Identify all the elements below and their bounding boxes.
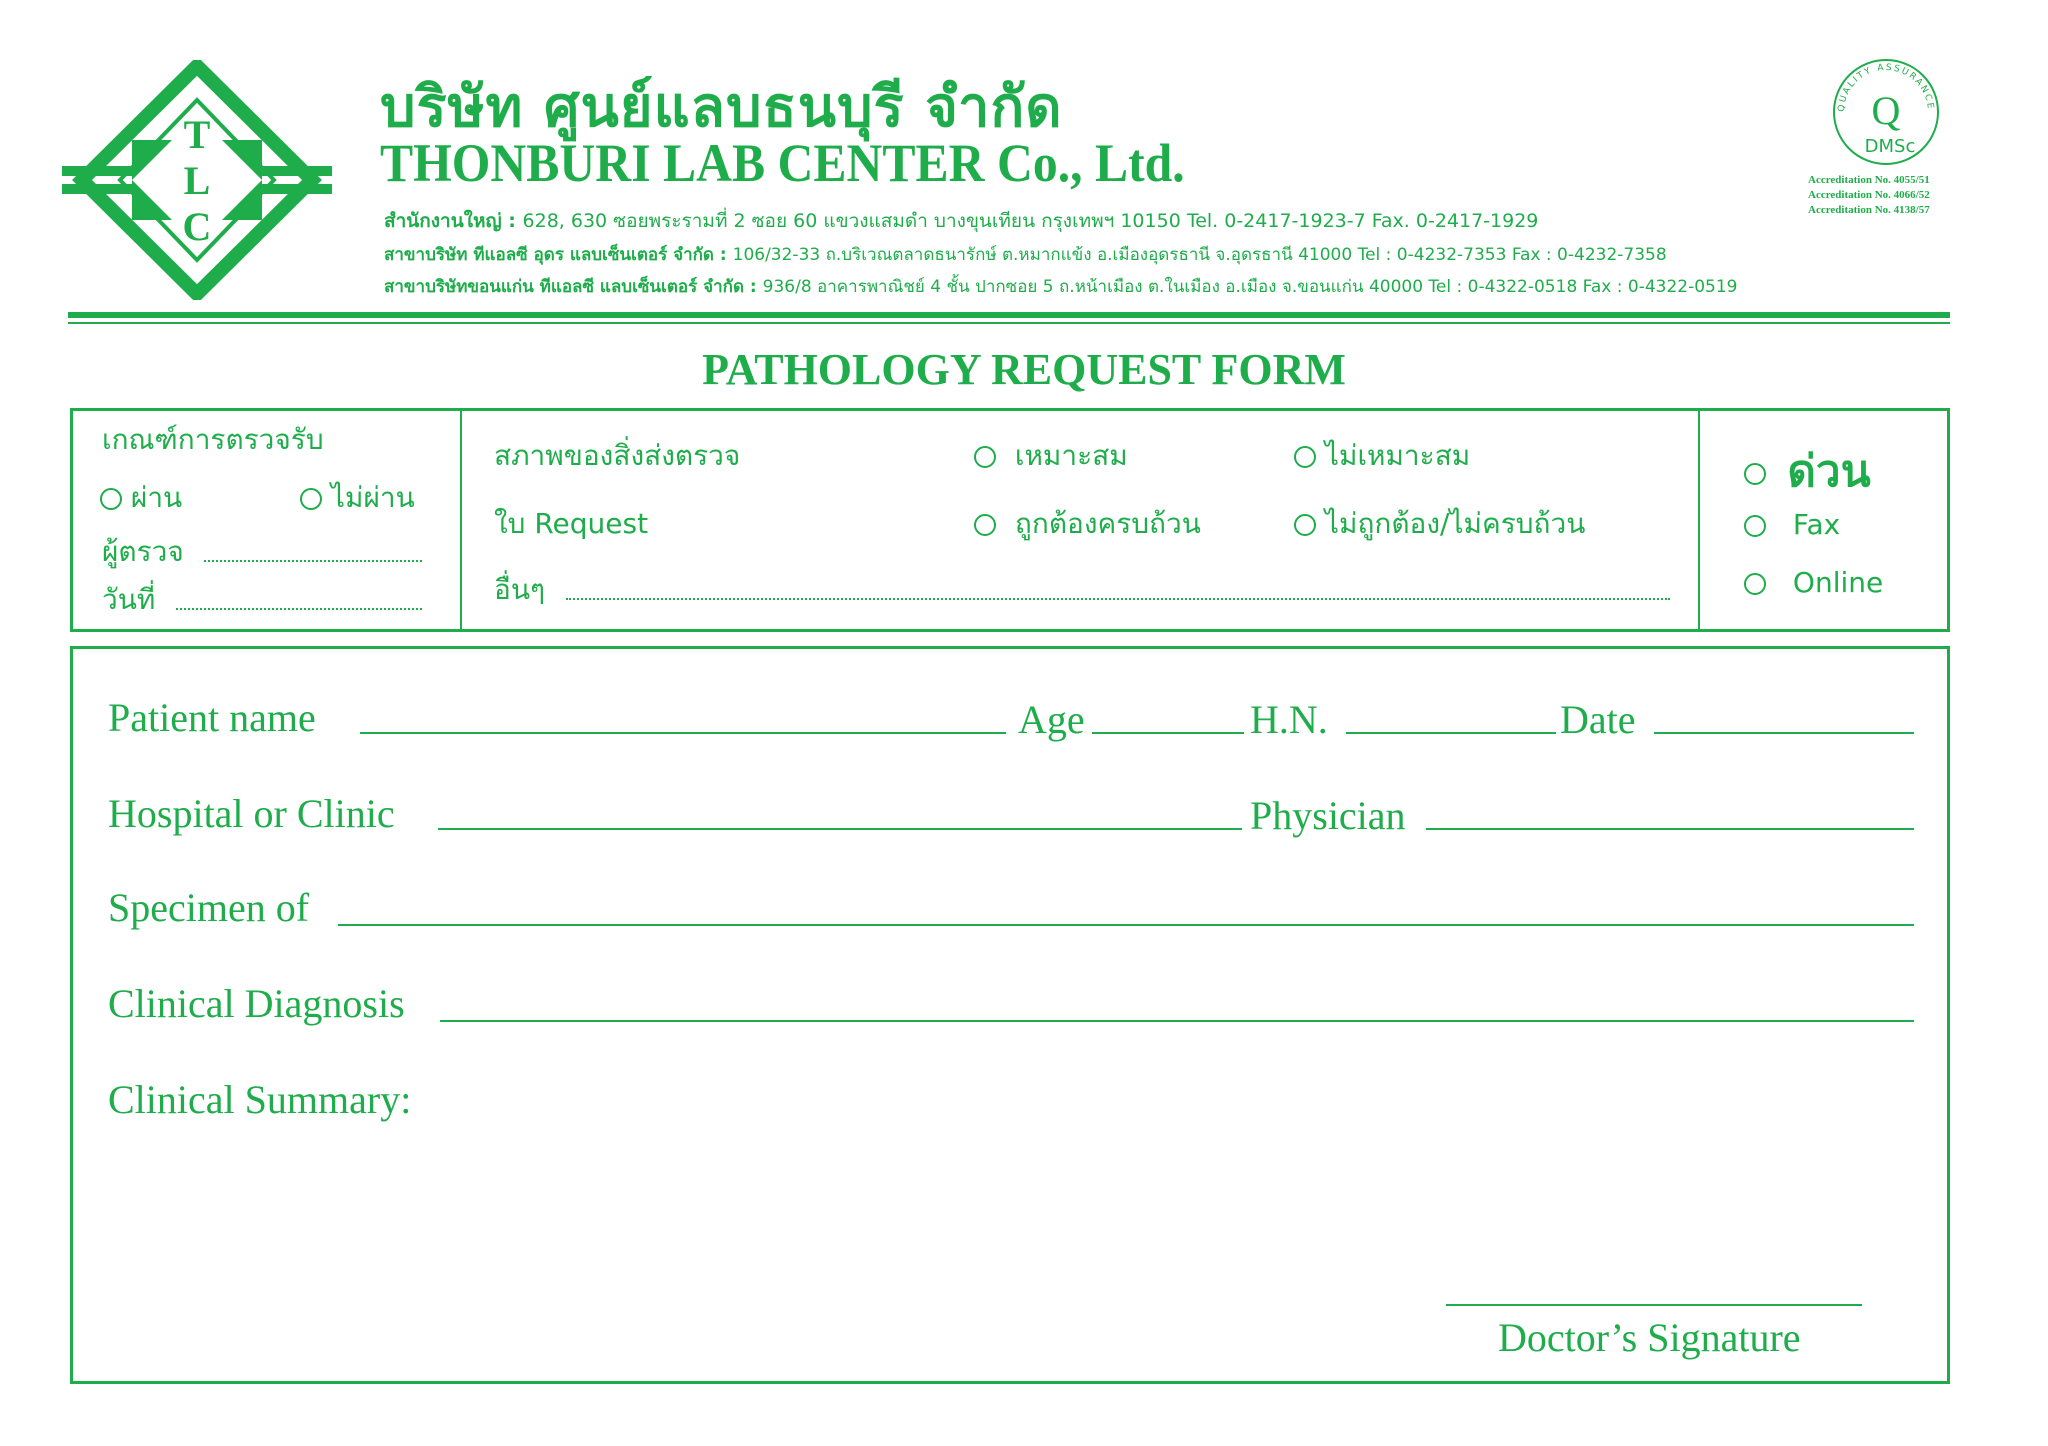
hospital-label: Hospital or Clinic [108, 791, 395, 836]
physician-label: Physician [1250, 793, 1406, 838]
online-label: Online [1792, 566, 1884, 599]
intake-date-field[interactable] [176, 606, 422, 610]
online-option[interactable] [1744, 566, 1883, 599]
fail-radio[interactable] [300, 488, 322, 510]
khonkaen-branch-label: สาขาบริษัทขอนแก่น ทีแอลซี แลบเซ็นเตอร์ จำกัด : [384, 277, 757, 297]
hospital-field[interactable] [438, 828, 1242, 830]
age-label: Age [1018, 697, 1085, 742]
incorrect-radio[interactable] [1294, 514, 1316, 536]
accreditation-line: Accreditation No. 4138/57 [1808, 204, 1930, 216]
logo-letter-l: L [183, 158, 211, 203]
summary-area[interactable] [108, 1130, 1914, 1280]
diagnosis-label: Clinical Diagnosis [108, 981, 405, 1026]
unsuitable-radio[interactable] [1294, 446, 1316, 468]
intake-divider [460, 408, 462, 632]
pass-label: ผ่าน [130, 481, 183, 514]
udon-branch-label: สาขาบริษัท ทีแอลซี อุดร แลบเซ็นเตอร์ จำกัด : [384, 245, 727, 265]
criteria-label: เกณฑ์การตรวจรับ [102, 423, 324, 456]
pass-radio[interactable] [100, 488, 122, 510]
correct-label: ถูกต้องครบถ้วน [1014, 507, 1201, 540]
logo-letter-c: C [182, 204, 212, 249]
accreditation-line: Accreditation No. 4055/51 [1808, 174, 1930, 186]
hn-field[interactable] [1346, 732, 1556, 734]
suitable-radio[interactable] [974, 446, 996, 468]
tlc-logo [62, 60, 332, 300]
inspector-label: ผู้ตรวจ [102, 535, 184, 568]
urgent-radio[interactable] [1744, 463, 1766, 485]
incorrect-option[interactable] [1294, 502, 1585, 546]
inspector-field[interactable] [204, 558, 422, 562]
intake-divider [1698, 408, 1700, 632]
date-label: Date [1560, 697, 1636, 742]
header-rule-thin [68, 322, 1950, 324]
urgent-option[interactable] [1744, 436, 1871, 506]
khonkaen-branch-address [384, 273, 1738, 300]
suitable-option[interactable] [974, 434, 1128, 478]
pass-option[interactable] [100, 476, 182, 520]
request-sheet-label: ใบ Request [494, 507, 649, 540]
accreditation-line: Accreditation No. 4066/52 [1808, 189, 1930, 201]
other-field[interactable] [566, 596, 1670, 600]
head-office-address [384, 206, 1538, 236]
date-field[interactable] [1654, 732, 1914, 734]
qa-ring-text: QUALITY ASSURANCE [1836, 62, 1936, 113]
quality-assurance-seal [1826, 52, 1946, 172]
company-name-english: THONBURI LAB CENTER Co., Ltd. [380, 133, 1185, 193]
patient-name-label: Patient name [108, 695, 316, 740]
specimen-field[interactable] [338, 924, 1914, 926]
specimen-label: Specimen of [108, 885, 310, 930]
logo-letter-t: T [183, 112, 211, 157]
fail-label: ไม่ผ่าน [330, 481, 415, 514]
unsuitable-label: ไม่เหมาะสม [1324, 439, 1471, 472]
udon-branch-address [384, 241, 1667, 268]
signature-label: Doctor’s Signature [1498, 1315, 1801, 1360]
fax-option[interactable] [1744, 508, 1840, 541]
urgent-label: ด่วน [1787, 446, 1871, 497]
company-name-thai: บริษัท ศูนย์แลบธนบุรี จำกัด [380, 75, 1063, 140]
qa-letter: Q [1871, 88, 1901, 133]
physician-field[interactable] [1426, 828, 1914, 830]
unsuitable-option[interactable] [1294, 434, 1470, 478]
header-rule [68, 312, 1950, 318]
date-label-th: วันที่ [102, 583, 156, 616]
hn-label: H.N. [1250, 697, 1328, 742]
fax-label: Fax [1792, 508, 1841, 541]
form-title: PATHOLOGY REQUEST FORM [702, 345, 1346, 394]
fax-radio[interactable] [1744, 515, 1766, 537]
correct-option[interactable] [974, 502, 1201, 546]
patient-name-field[interactable] [360, 732, 1006, 734]
head-office-label: สำนักงานใหญ่ : [384, 210, 516, 232]
signature-line[interactable] [1446, 1304, 1862, 1306]
other-label: อื่นๆ [494, 573, 545, 606]
suitable-label: เหมาะสม [1014, 439, 1128, 472]
udon-branch-text: 106/32-33 ถ.บริเวณตลาดธนารักษ์ ต.หมากแข้ง อ.เมืองอุดรธานี จ.อุดรธานี 41000 Tel : 0-4232-7353 Fax : 0-4232-7358 [732, 245, 1667, 265]
fail-option[interactable] [300, 476, 415, 520]
online-radio[interactable] [1744, 573, 1766, 595]
diagnosis-field[interactable] [440, 1020, 1914, 1022]
summary-label: Clinical Summary: [108, 1077, 412, 1122]
age-field[interactable] [1092, 732, 1244, 734]
khonkaen-branch-text: 936/8 อาคารพาณิชย์ 4 ชั้น ปากซอย 5 ถ.หน้าเมือง ต.ในเมือง อ.เมือง จ.ขอนแก่น 40000 Tel : 0-4322-0518 Fax : 0-4322-0519 [762, 277, 1738, 297]
correct-radio[interactable] [974, 514, 996, 536]
incorrect-label: ไม่ถูกต้อง/ไม่ครบถ้วน [1324, 507, 1586, 540]
qa-mark: DMSc [1864, 136, 1916, 157]
specimen-condition-label: สภาพของสิ่งส่งตรวจ [494, 439, 741, 472]
head-office-text: 628, 630 ซอยพระรามที่ 2 ซอย 60 แขวงแสมดำ บางขุนเทียน กรุงเทพฯ 10150 Tel. 0-2417-1923-7 Fax. 0-2417-1929 [522, 210, 1539, 232]
